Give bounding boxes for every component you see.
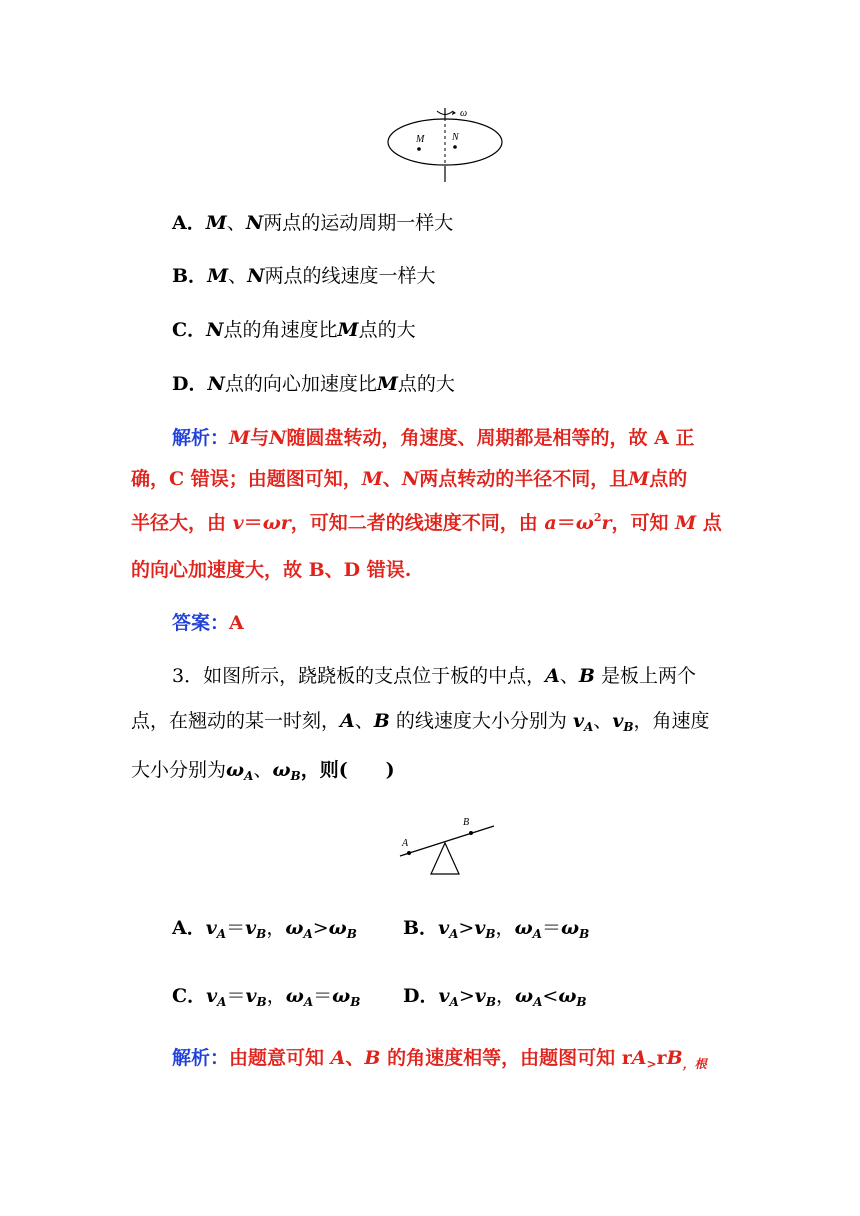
q2-analysis-line4: 的向心加速度大，故 B、D 错误. <box>131 559 412 581</box>
seesaw-figure <box>390 812 502 880</box>
rotating-disk-figure <box>380 104 510 184</box>
q2-answer: 答案：A <box>172 612 244 634</box>
q2-option-a: A．M、N两点的运动周期一样大 <box>172 212 454 234</box>
q3-option-c: C．$v_A=v_B$，$\omega_A=\omega_B$ <box>172 985 361 1009</box>
point-n <box>453 145 457 149</box>
point-m <box>417 147 421 151</box>
q3-option-b: B．$v_A>v_B$，$\omega_A=\omega_B$ <box>403 917 590 941</box>
q2-option-c: C．N点的角速度比M点的大 <box>172 319 416 341</box>
q3-stem-line2: 点，在翘动的某一时刻，A、B 的线速度大小分别为 $v_A$、$v_B$，角速度 <box>131 710 710 734</box>
q3-stem-line3: 大小分别为$\omega_A$、$\omega_B$，则( ) <box>131 759 395 783</box>
point-b <box>469 831 473 835</box>
point-n-label: N <box>452 132 459 143</box>
q3-option-a: A．$v_A=v_B$，$\omega_A>\omega_B$ <box>172 917 357 941</box>
q3-analysis-line1: 解析：由题意可知 A、B 的角速度相等，由题图可知 $rA_>rB_{,根}$ <box>172 1047 707 1071</box>
q2-analysis-line2: 确，C 错误；由题图可知，M、N两点转动的半径不同，且M点的 <box>131 468 688 490</box>
omega-label: ω <box>460 108 468 119</box>
q3-option-d: D．$v_A>v_B$，$\omega_A<\omega_B$ <box>403 985 587 1009</box>
point-a <box>407 851 411 855</box>
q2-option-d: D．N点的向心加速度比M点的大 <box>172 373 455 395</box>
point-b-label: B <box>463 817 470 828</box>
point-m-label: M <box>416 134 425 145</box>
q3-stem-line1: 3．如图所示，跷跷板的支点位于板的中点，A、B 是板上两个 <box>172 665 696 687</box>
q2-option-b: B．M、N两点的线速度一样大 <box>172 265 436 287</box>
q2-analysis-line1: 解析：M与N随圆盘转动，角速度、周期都是相等的，故 A 正 <box>172 427 695 449</box>
q2-analysis-line3: 半径大，由 v＝ωr，可知二者的线速度不同，由 $a=\omega^2r$，可知 M 点 <box>131 511 722 534</box>
point-a-label: A <box>402 838 409 849</box>
